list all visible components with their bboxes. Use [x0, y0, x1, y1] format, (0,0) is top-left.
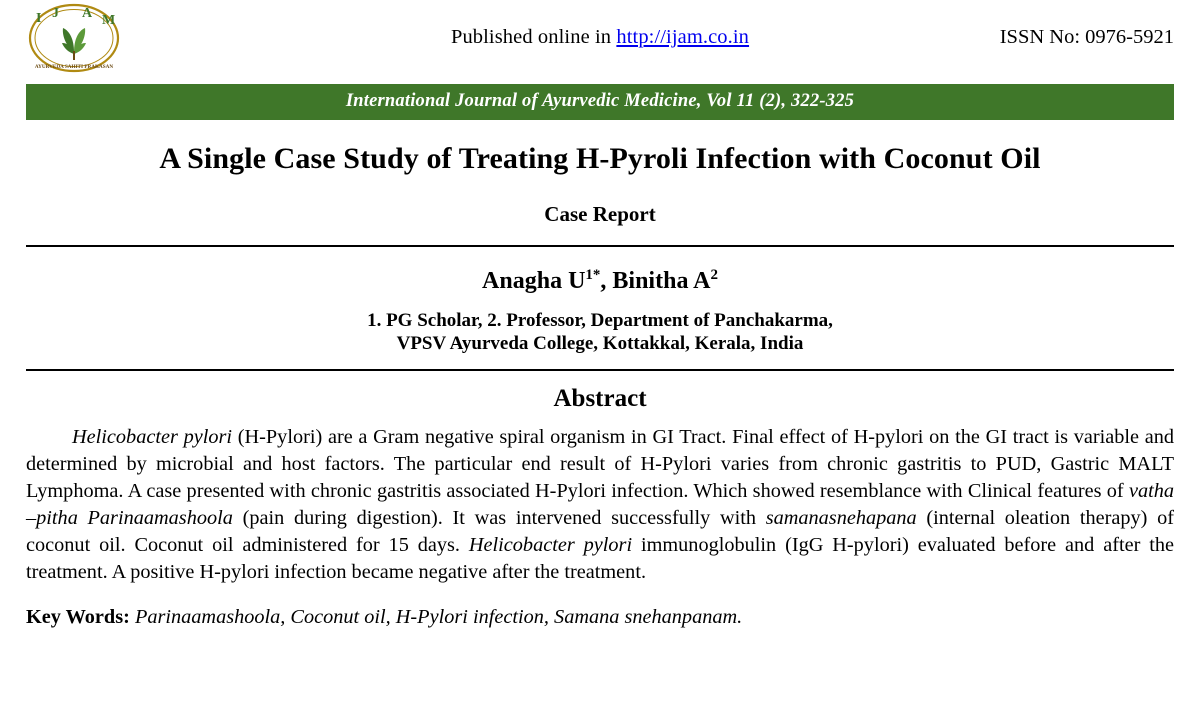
authors-separator: , — [600, 267, 613, 294]
authors-line — [26, 267, 1174, 295]
affiliation-block — [26, 309, 1174, 355]
journal-url-link[interactable]: http://ijam.co.in — [616, 26, 750, 48]
abstract-italic-5: samanasnehapana — [765, 506, 917, 529]
issn-text: ISSN No: 0976-5921 — [999, 26, 1174, 48]
abstract-heading: Abstract — [553, 384, 647, 412]
abstract-text — [26, 424, 1174, 586]
page-header — [26, 0, 1174, 78]
abstract-seg-2: (H-Pylori) are a Gram negative spiral organism in GI Tract. Final effect of H-pylori on the GI tract is variable and determined by microbial and host factors. The particular end result of H-Pylori varies from chronic gastritis to PUD, Gastric MALT Lymphoma. A case presented with chronic gastritis associated H-Pylori infection. Which showed resemblance with Clinical features of — [26, 425, 1174, 502]
author-1-name: Anagha U — [482, 267, 586, 294]
abstract-seg-4: (pain during digestion). It was intervened successfully with — [232, 506, 766, 529]
journal-citation-bar: International Journal of Ayurvedic Medicine, Vol 11 (2), 322-325 — [26, 84, 1174, 120]
affiliation-line-1: 1. PG Scholar, 2. Professor, Department of Panchakarma, — [367, 309, 833, 331]
keywords-label: Key Words: — [26, 606, 135, 629]
abstract-seg-6: (internal oleation therapy) of coconut oil. Coconut oil administered for 15 days. — [26, 506, 1174, 556]
abstract-italic-1: Helicobacter pylori — [72, 425, 233, 448]
affiliation-line-2: VPSV Ayurveda College, Kottakkal, Kerala, India — [396, 332, 804, 354]
svg-text:M: M — [102, 13, 116, 28]
svg-text:AYURVEDA SAHITI PRAKASAN: AYURVEDA SAHITI PRAKASAN — [34, 64, 114, 70]
abstract-seg-8: immunoglobulin (IgG H-pylori) evaluated before and after the treatment. A positive H-pylori infection became negative after the treatment. — [26, 533, 1175, 583]
keywords-line — [26, 606, 1174, 629]
author-2-marker: 2 — [710, 266, 718, 283]
page-title: A Single Case Study of Treating H-Pyroli Infection with Coconut Oil — [159, 141, 1041, 175]
author-2-name: Binitha A — [612, 267, 711, 294]
svg-text:A: A — [82, 6, 93, 21]
svg-text:I: I — [36, 11, 42, 26]
abstract-italic-7: Helicobacter pylori — [468, 533, 633, 556]
abstract-italic-3: vatha –pitha Parinaamashoola — [26, 479, 1174, 529]
keywords-list: Parinaamashoola, Coconut oil, H-Pylori infection, Samana snehanpanam. — [134, 606, 743, 629]
svg-text:J: J — [52, 6, 59, 21]
published-online-prefix: Published online in — [450, 26, 617, 48]
author-1-marker: 1* — [585, 266, 601, 283]
divider-bottom — [26, 369, 1174, 371]
article-type: Case Report — [544, 201, 656, 226]
divider-top — [26, 245, 1174, 247]
